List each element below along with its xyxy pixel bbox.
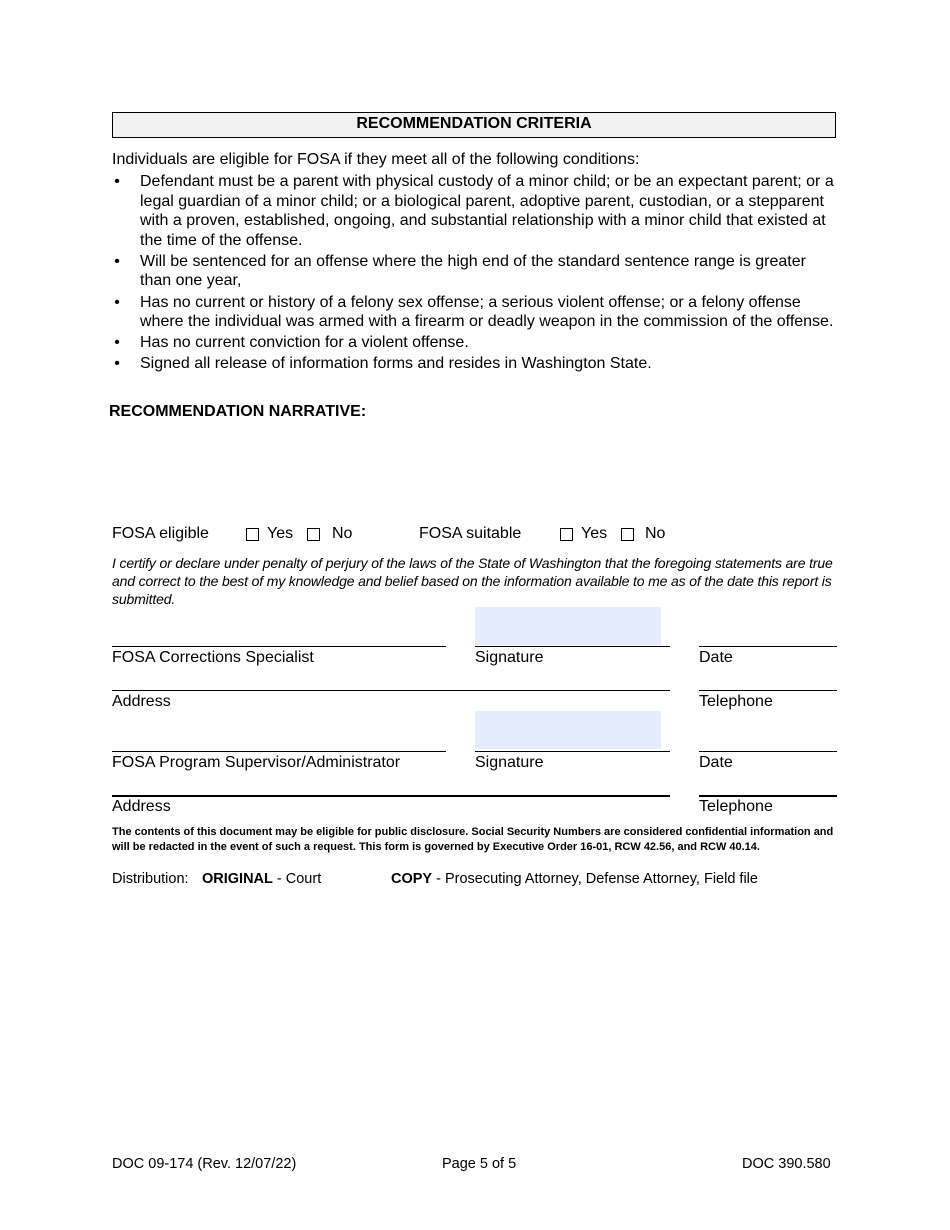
date-label: Date [699, 754, 733, 771]
copy-bold: COPY [391, 871, 433, 887]
original-bold: ORIGINAL [202, 871, 273, 887]
specialist-signature-field[interactable] [475, 607, 661, 645]
fosa-eligible-label: FOSA eligible [112, 525, 209, 542]
divider [475, 751, 670, 752]
list-item-text: Defendant must be a parent with physical custody of a minor child; or be an expectant parent; or a legal guardian of a minor child; or a biological parent, adoptive parent, custodian, or a stepparent with a proven, established, ongoing, and substantial relationship with a minor child that existed at the time of the offense. [140, 173, 834, 249]
criteria-list [112, 172, 838, 375]
divider [112, 795, 670, 797]
divider [699, 795, 837, 797]
certification-statement: I certify or declare under penalty of perjury of the laws of the State of Washington that the foregoing statements are true and correct to the best of my knowledge and belief based on the information available to me as of the date this report is submitted. [112, 555, 833, 607]
divider [112, 690, 670, 691]
address-label: Address [112, 798, 171, 815]
narrative-field[interactable] [112, 424, 838, 516]
footer-page-number: Page 5 of 5 [442, 1156, 517, 1172]
supervisor-address-field[interactable] [112, 773, 670, 795]
suitable-yes-checkbox[interactable] [560, 528, 573, 541]
divider [699, 690, 837, 691]
signature-label: Signature [475, 649, 544, 666]
narrative-label: RECOMMENDATION NARRATIVE: [109, 403, 367, 420]
specialist-label: FOSA Corrections Specialist [112, 649, 314, 666]
list-item: • Defendant must be a parent with physical custody of a minor child; or be an expectant parent; or a legal guardian of a minor child; or a biological parent, adoptive parent, custodian, or a stepparent with a proven, established, ongoing, and substantial relationship with a minor child that existed at the time of the offense. [114, 173, 834, 249]
section-header: RECOMMENDATION CRITERIA [112, 112, 836, 138]
distribution-label: Distribution: [112, 871, 189, 887]
supervisor-label: FOSA Program Supervisor/Administrator [112, 754, 401, 771]
specialist-name-field[interactable] [112, 618, 446, 646]
divider [475, 646, 670, 647]
specialist-date-field[interactable] [699, 618, 837, 646]
list-item-text: Has no current conviction for a violent offense. [140, 334, 469, 352]
telephone-label: Telephone [699, 798, 773, 815]
supervisor-signature-field[interactable] [475, 711, 661, 749]
divider [112, 751, 446, 752]
original-rest: - Court [272, 871, 322, 887]
list-item-text: Signed all release of information forms and resides in Washington State. [140, 355, 652, 373]
footer-form-number: DOC 09-174 (Rev. 12/07/22) [112, 1156, 297, 1172]
eligible-no-label: No [332, 525, 353, 542]
divider [699, 751, 837, 752]
address-label: Address [112, 693, 171, 710]
list-item: • Has no current or history of a felony sex offense; a serious violent offense; or a felony offense where the individual was armed with a firearm or deadly weapon in the commission of the offense. [114, 293, 834, 331]
eligible-yes-label: Yes [267, 525, 294, 542]
suitable-no-label: No [645, 525, 666, 542]
list-item-text: Has no current or history of a felony sex offense; a serious violent offense; or a felony offense where the individual was armed with a firearm or deadly weapon in the commission of the offense. [140, 293, 834, 331]
fosa-suitable-label: FOSA suitable [419, 525, 522, 542]
date-label: Date [699, 649, 733, 666]
copy-rest: - Prosecuting Attorney, Defense Attorney, Field file [432, 871, 758, 887]
specialist-telephone-field[interactable] [699, 668, 837, 690]
criteria-intro: Individuals are eligible for FOSA if they meet all of the following conditions: [112, 151, 640, 168]
suitable-no-checkbox[interactable] [621, 528, 634, 541]
disclosure-notice: The contents of this document may be eligible for public disclosure. Social Security Numbers are considered confidential information and will be redacted in the event of such a request. This form is governed by Executive Order 16-01, RCW 42.56, and RCW 40.14. [112, 826, 834, 853]
divider [112, 646, 446, 647]
list-item: • Signed all release of information forms and resides in Washington State. [114, 355, 652, 373]
footer-policy-number: DOC 390.580 [742, 1156, 831, 1172]
divider [699, 646, 837, 647]
distribution-original [202, 871, 321, 887]
supervisor-telephone-field[interactable] [699, 773, 837, 795]
distribution-copy [391, 871, 758, 887]
supervisor-name-field[interactable] [112, 723, 446, 751]
specialist-address-field[interactable] [112, 668, 670, 690]
supervisor-date-field[interactable] [699, 723, 837, 751]
list-item-text: Will be sentenced for an offense where the high end of the standard sentence range is greater than one year, [140, 252, 806, 290]
suitable-yes-label: Yes [581, 525, 608, 542]
eligible-no-checkbox[interactable] [307, 528, 320, 541]
telephone-label: Telephone [699, 693, 773, 710]
list-item: • Has no current conviction for a violent offense. [114, 334, 469, 352]
eligible-yes-checkbox[interactable] [246, 528, 259, 541]
signature-label: Signature [475, 754, 544, 771]
list-item: • Will be sentenced for an offense where the high end of the standard sentence range is greater than one year, [114, 252, 806, 290]
